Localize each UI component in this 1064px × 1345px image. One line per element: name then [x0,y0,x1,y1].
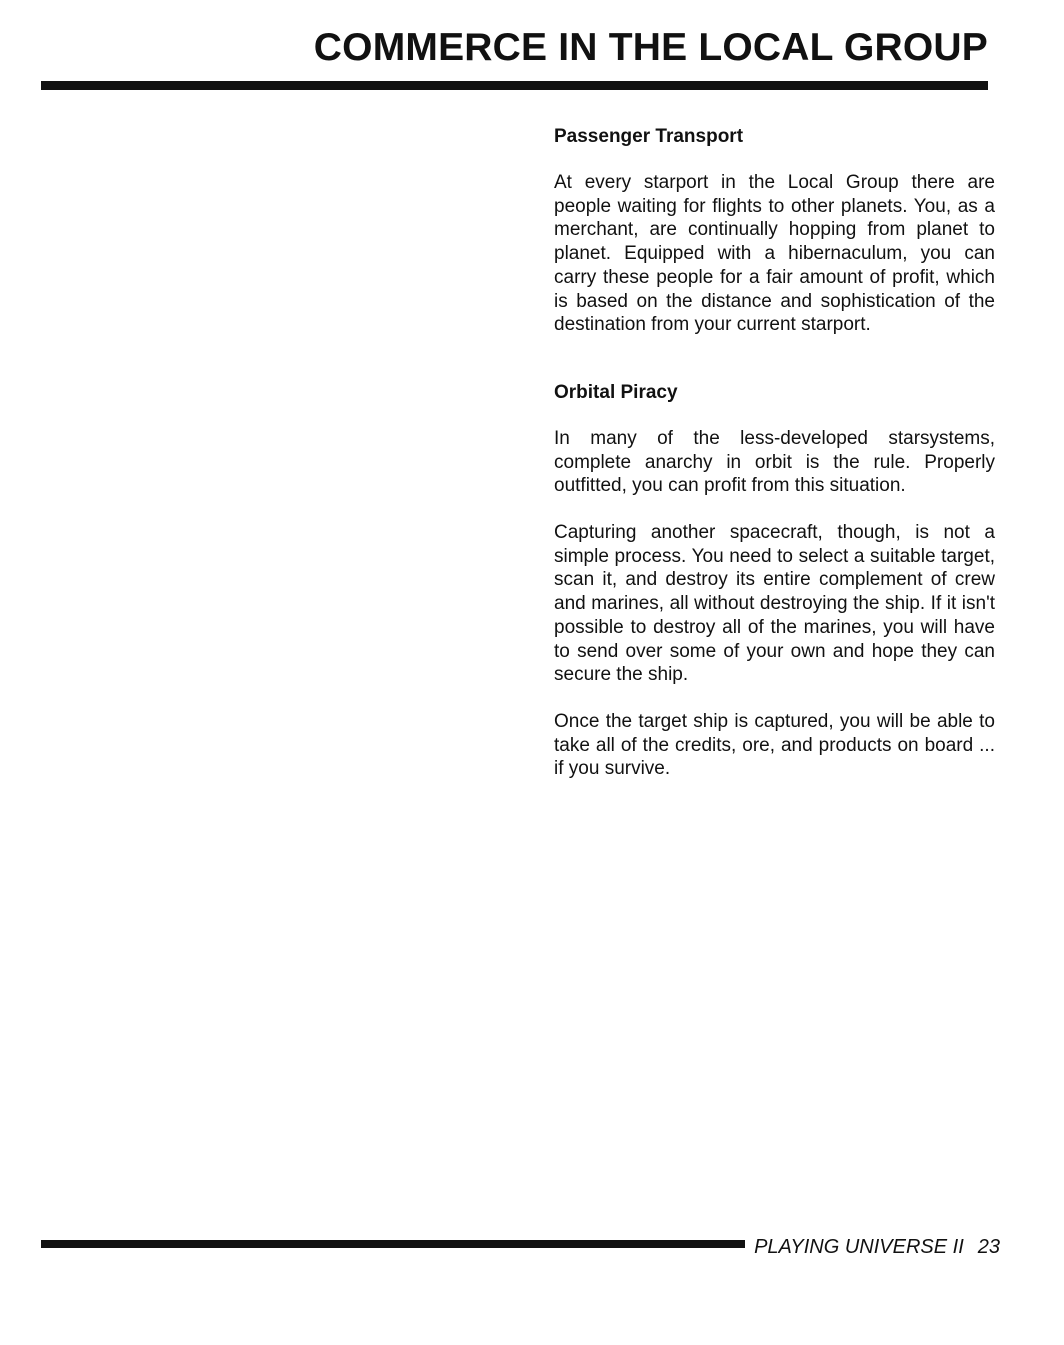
text-column [554,122,995,781]
orbital-piracy-paragraph-3: Once the target ship is captured, you will be able to take all of the credits, ore, and products on board ... if you survive. [554,710,995,780]
header-rule [41,81,988,90]
orbital-piracy-paragraph-1: In many of the less-developed starsystems, complete anarchy in orbit is the rule. Properly outfitted, you can profit from this situation. [554,427,995,497]
footer-page-number: 23 [977,1236,1000,1258]
footer-book-title: PLAYING UNIVERSE II [754,1236,964,1258]
orbital-piracy-paragraph-2: Capturing another spacecraft, though, is not a simple process. You need to select a suitable target, scan it, and destroy its entire complement of crew and marines, all without destroying the ship. If it isn't possible to destroy all of the marines, you will have to send over some of your own and hope they can secure the ship. [554,522,995,686]
section-heading-orbital-piracy: Orbital Piracy [554,381,678,403]
page-title: COMMERCE IN THE LOCAL GROUP [313,26,988,69]
footer-rule [41,1240,745,1248]
passenger-transport-paragraph: At every starport in the Local Group there are people waiting for flights to other planets. You, as a merchant, are continually hopping from planet to planet. Equipped with a hibernaculum, you can carry these people for a fair amount of profit, which is based on the distance and sophistication of the destination from your current starport. [554,172,995,336]
section-heading-passenger-transport: Passenger Transport [554,126,744,147]
page-footer [754,1234,1000,1260]
